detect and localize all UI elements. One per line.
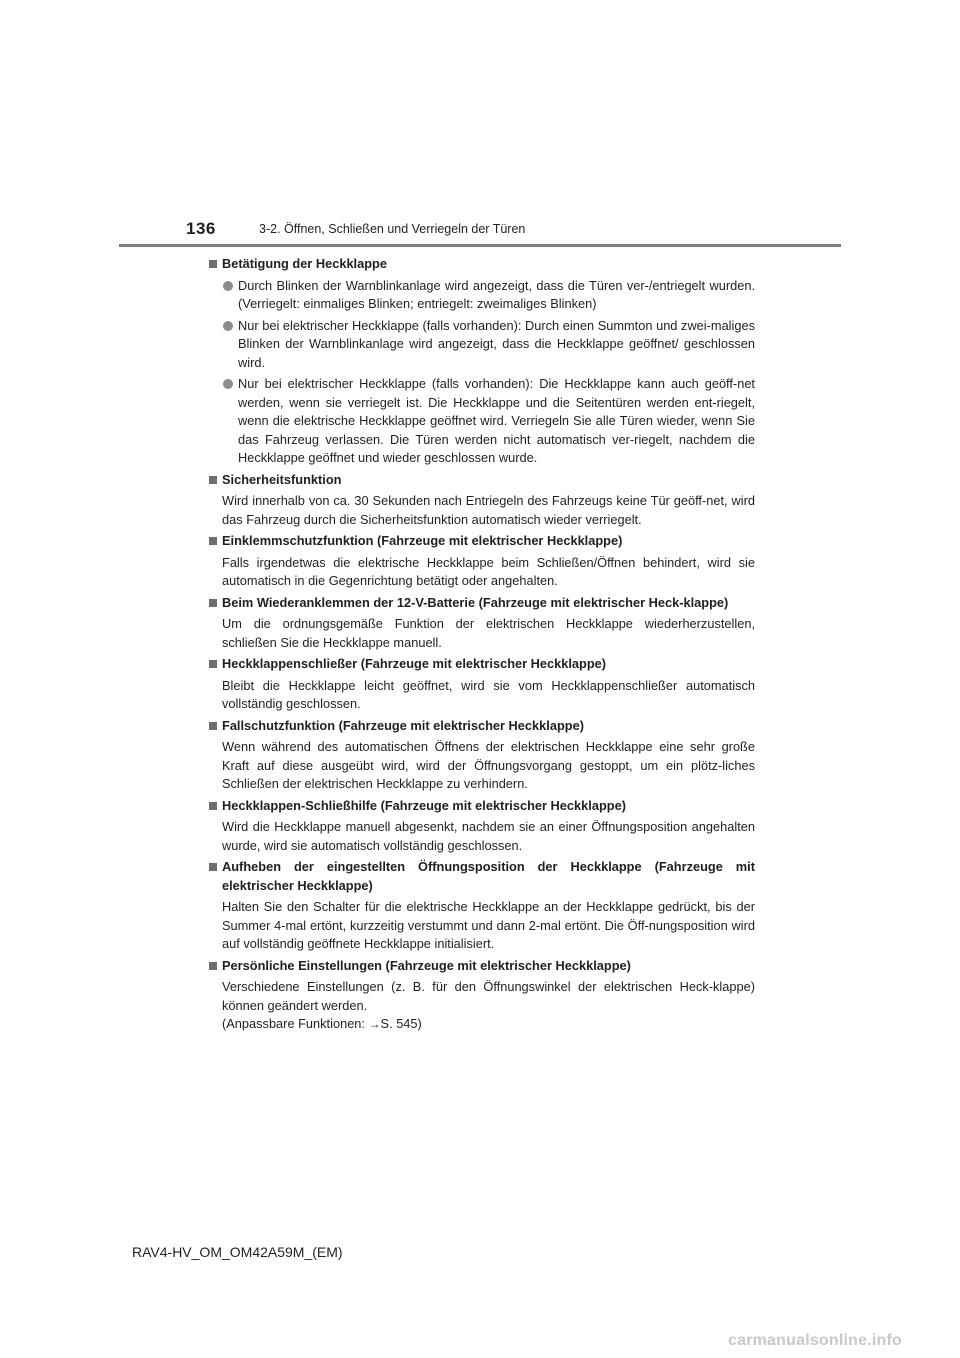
section-title: Sicherheitsfunktion [222,471,342,487]
section-title: Beim Wiederanklemmen der 12-V-Batterie (Fahrzeuge mit elektrischer Heck-klappe) [222,594,729,610]
square-bullet-icon [209,476,217,484]
section-text: Verschiedene Einstellungen (z. B. für den Öffnungswinkel der elektrischen Heck-klappe) können geändert werden. [222,979,755,1013]
square-bullet-icon [209,599,217,607]
section-title: Fallschutzfunktion (Fahrzeuge mit elektrischer Heckklappe) [222,717,584,733]
section-fallschutz [209,717,755,794]
circle-bullet-icon [223,321,233,331]
reference-page-link[interactable]: S. 545) [380,1016,422,1031]
list-item-text: Nur bei elektrischer Heckklappe (falls vorhanden): Durch einen Summton und zwei-maliges Blinken der Warnblinkanlage wird angezeigt, dass die Heckklappe geöffnet/ geschlossen wird. [238,317,755,370]
reference-prefix: (Anpassbare Funktionen: [222,1016,369,1031]
section-schliesshilfe [209,797,755,856]
section-title: Persönliche Einstellungen (Fahrzeuge mit elektrischer Heckklappe) [222,957,631,973]
section-title: Heckklappen-Schließhilfe (Fahrzeuge mit elektrischer Heckklappe) [222,797,626,813]
page-content [209,255,755,1037]
header-rule [119,244,841,247]
page-number: 136 [186,219,216,238]
list-item-text: Durch Blinken der Warnblinkanlage wird angezeigt, dass die Türen ver-/entriegelt wurden. (Verriegelt: einmaliges Blinken; entriegelt: zweimaliges Blinken) [238,277,755,311]
section-oeffnungsposition [209,858,755,954]
section-heckklappe [209,255,755,468]
list-item [209,375,755,468]
chapter-title: 3-2. Öffnen, Schließen und Verriegeln der Türen [259,222,526,236]
square-bullet-icon [209,537,217,545]
document-id: RAV4-HV_OM_OM42A59M_(EM) [132,1244,343,1260]
section-einstellungen [209,957,755,1034]
section-text: Wird die Heckklappe manuell abgesenkt, nachdem sie an einer Öffnungsposition angehalten wurde, wird sie automatisch vollständig geschlossen. [222,819,755,853]
section-heckklappenschliesser [209,655,755,714]
square-bullet-icon [209,802,217,810]
section-title: Aufheben der eingestellten Öffnungsposition der Heckklappe (Fahrzeuge mit elektrischer Heckklappe) [222,859,755,893]
list-item [209,317,755,373]
section-text: Halten Sie den Schalter für die elektrische Heckklappe an der Heckklappe gedrückt, bis der Summer 4-mal ertönt, kurzzeitig verstummt und dann 2-mal ertönt. Die Öff-nungsposition wird auf vollständig geöffnete Heckklappe initialisiert. [222,899,755,951]
section-sicherheitsfunktion [209,471,755,530]
square-bullet-icon [209,660,217,668]
section-text: Wenn während des automatischen Öffnens der elektrischen Heckklappe eine sehr große Kraft auf diese ausgeübt wird, wird der Öffnungsvorgang gestoppt, um ein plötz-liches Schließen der elektrischen Heckklappe zu verhindern. [222,739,755,791]
square-bullet-icon [209,260,217,268]
section-text: Um die ordnungsgemäße Funktion der elektrischen Heckklappe wiederherzustellen, schließen Sie die Heckklappe manuell. [222,616,755,650]
circle-bullet-icon [223,379,233,389]
section-text: Falls irgendetwas die elektrische Heckklappe beim Schließen/Öffnen behindert, wird sie automatisch in die Gegenrichtung betätigt oder angehalten. [222,554,755,588]
section-text: Bleibt die Heckklappe leicht geöffnet, wird sie vom Heckklappenschließer automatisch vollständig geschlossen. [222,677,755,711]
circle-bullet-icon [223,281,233,291]
section-einklemmschutz [209,532,755,591]
section-title: Betätigung der Heckklappe [222,256,387,271]
cross-reference [222,1015,755,1034]
square-bullet-icon [209,722,217,730]
section-title: Einklemmschutzfunktion (Fahrzeuge mit elektrischer Heckklappe) [222,533,623,548]
section-text: Wird innerhalb von ca. 30 Sekunden nach Entriegeln des Fahrzeugs keine Tür geöff-net, wird das Fahrzeug durch die Sicherheitsfunktion automatisch wieder verriegelt. [222,493,755,527]
square-bullet-icon [209,863,217,871]
list-item [209,277,755,314]
watermark: carmanualsonline.info [728,1332,903,1349]
arrow-right-icon: → [368,1017,381,1031]
square-bullet-icon [209,962,217,970]
section-title: Heckklappenschließer (Fahrzeuge mit elektrischer Heckklappe) [222,656,607,671]
section-batterie [209,594,755,653]
list-item-text: Nur bei elektrischer Heckklappe (falls vorhanden): Die Heckklappe kann auch geöff-net werden, wenn sie verriegelt ist. Die Heckklappe und die Seitentüren werden ent-riegelt, wenn die elektrische Heckklappe geöffnet wird. Verriegeln Sie alle Türen wieder, wenn Sie das Fahrzeug verlassen. Die Türen werden nicht automatisch ver-riegelt, nachdem die Heckklappe geöffnet und wieder geschlossen wurde. [238,376,755,465]
